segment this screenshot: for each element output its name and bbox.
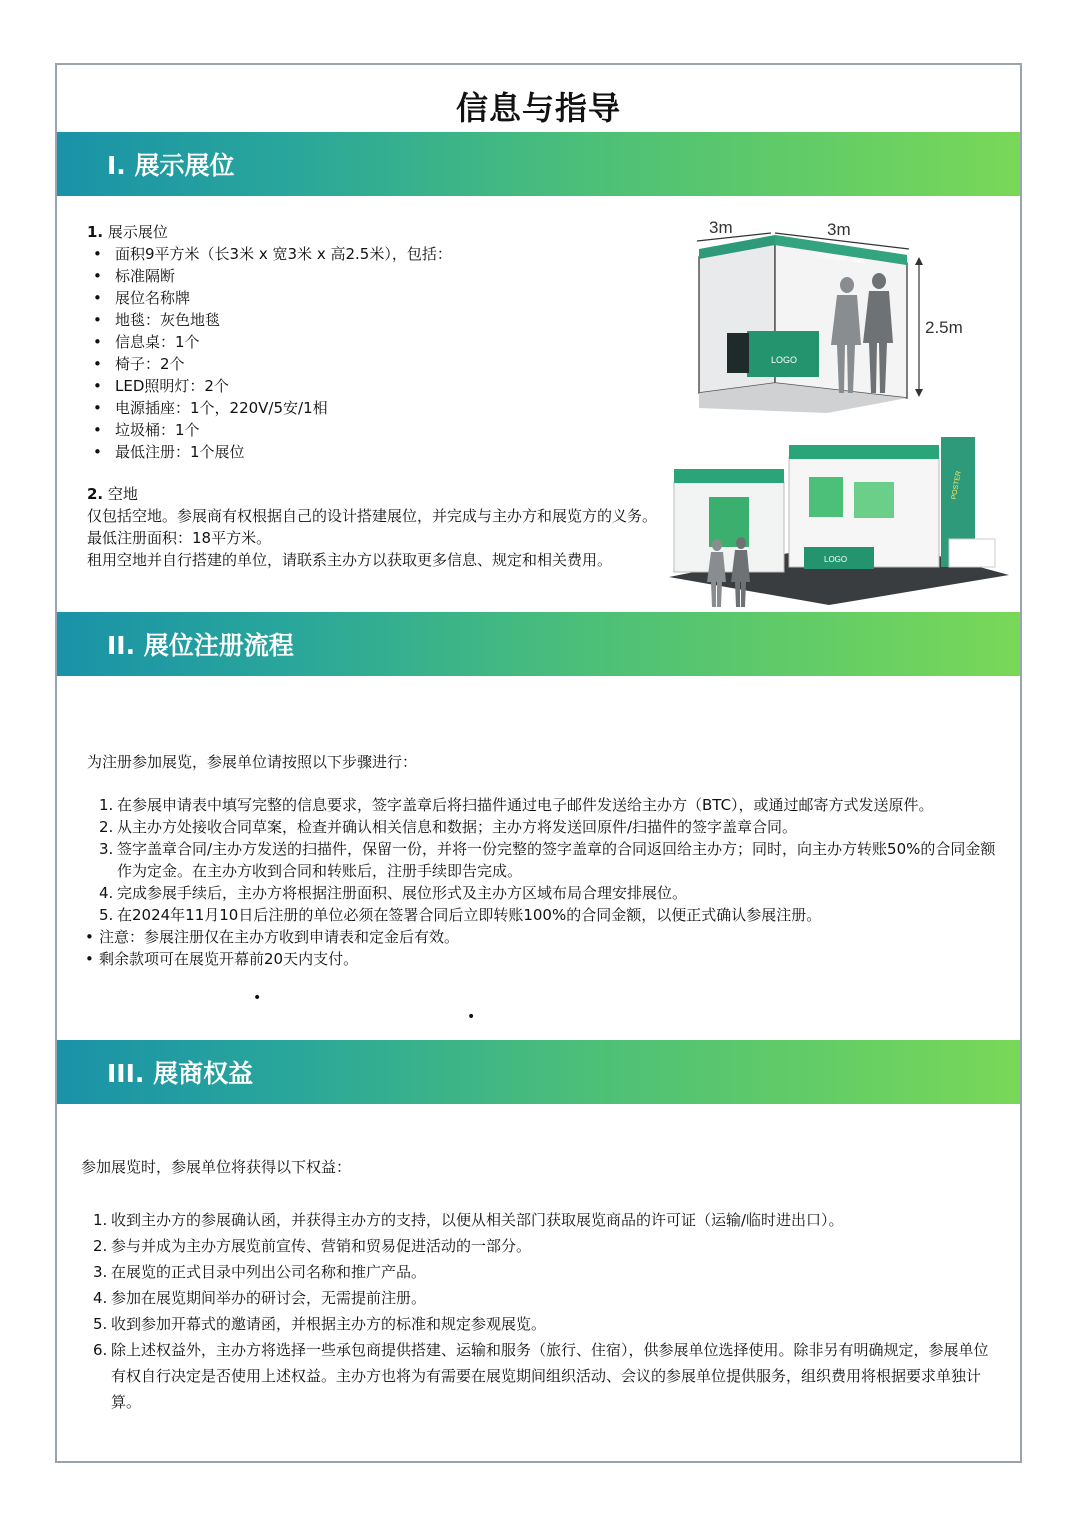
registration-steps [99, 794, 999, 970]
poster-sign: POSTER [950, 470, 963, 501]
space-description: 仅包括空地。参展商有权根据自己的设计搭建展位，并完成与主办方和展览方的义务。最低注册面积：18平方米。 [87, 507, 658, 547]
standard-booth-illustration [687, 213, 987, 413]
section-heading: I. 展示展位 [107, 151, 235, 180]
desk-logo: LOGO [771, 355, 798, 365]
list-item: • 面积9平方米（长3米 x 宽3米 x 高2.5米），包括： [87, 243, 657, 265]
list-item: • 电源插座：1个，220V/5安/1相 [87, 397, 657, 419]
registration-intro: 为注册参加展览，参展单位请按照以下步骤进行： [87, 753, 418, 771]
document-frame [55, 63, 1022, 1463]
list-item: • 标准隔断 [87, 265, 657, 287]
list-item: • LED照明灯：2个 [87, 375, 657, 397]
list-item: 3. 在展览的正式目录中列出公司名称和推广产品。 [93, 1263, 427, 1281]
section-heading: III. 展商权益 [107, 1059, 254, 1088]
list-item: • 垃圾桶：1个 [87, 419, 657, 441]
item-heading: 1. 展示展位 [87, 223, 168, 241]
benefits-intro: 参加展览时，参展单位将获得以下权益： [81, 1158, 352, 1176]
list-item: 5. 收到参加开幕式的邀请函，并根据主办方的标准和规定参观展览。 [93, 1315, 547, 1333]
item-heading: 2. 空地 [87, 485, 138, 503]
booth-width-label: 3m [709, 218, 733, 237]
list-item: • 展位名称牌 [87, 287, 657, 309]
note-item: • 剩余款项可在展览开幕前20天内支付。 [85, 948, 999, 970]
list-item: • 地毯：灰色地毯 [87, 309, 657, 331]
booth-spec-block [87, 221, 657, 571]
list-item: 1. 收到主办方的参展确认函，并获得主办方的支持，以便从相关部门获取展览商品的许可证（运输/临时进出口）。 [93, 1211, 844, 1229]
section-header-registration [57, 612, 1020, 676]
list-item: 5. 在2024年11月10日后注册的单位必须在签署合同后立即转账100%的合同金额，以便正式确认参展注册。 [99, 906, 822, 924]
list-item: 3. 签字盖章合同/主办方发送的扫描件，保留一份，并将一份完整的签字盖章的合同返回给主办方；同时，向主办方转账50%的合同金额作为定金。在主办方收到合同和转账后，注册手续即告完成。 [99, 840, 996, 880]
space-contact-note: 租用空地并自行搭建的单位，请联系主办方以获取更多信息、规定和相关费用。 [87, 551, 613, 569]
desk-logo: LOGO [824, 555, 848, 564]
benefits-list [93, 1207, 993, 1415]
list-item: 1. 在参展申请表中填写完整的信息要求，签字盖章后将扫描件通过电子邮件发送给主办方（BTC），或通过邮寄方式发送原件。 [99, 796, 934, 814]
list-item: • 最低注册：1个展位 [87, 441, 657, 463]
raw-space-booth-illustration [669, 427, 1014, 607]
section-header-booth [57, 132, 1020, 196]
booth-features-list [87, 243, 657, 463]
list-item: • 椅子：2个 [87, 353, 657, 375]
note-item: • 注意：参展注册仅在主办方收到申请表和定金后有效。 [85, 926, 999, 948]
section-header-benefits [57, 1040, 1020, 1104]
page-title: 信息与指导 [455, 89, 621, 127]
fascia-text: COMPANY NAME [816, 253, 866, 266]
list-item: 6. 除上述权益外，主办方将选择一些承包商提供搭建、运输和服务（旅行、住宿），供参展单位选择使用。除非另有明确规定，参展单位有权自行决定是否使用上述权益。主办方也将为有需要在展览期间组织活动、会议的参展单位提供服务，组织费用将根据要求单独计算。 [93, 1341, 989, 1411]
section-heading: II. 展位注册流程 [107, 631, 294, 660]
list-item: 4. 完成参展手续后，主办方将根据注册面积、展位形式及主办方区域布局合理安排展位。 [99, 884, 688, 902]
list-item: 2. 参与并成为主办方展览前宣传、营销和贸易促进活动的一部分。 [93, 1237, 532, 1255]
list-item: 2. 从主办方处接收合同草案，检查并确认相关信息和数据；主办方将发送回原件/扫描件的签字盖章合同。 [99, 818, 798, 836]
list-item: 4. 参加在展览期间举办的研讨会，无需提前注册。 [93, 1289, 427, 1307]
booth-depth-label: 3m [827, 220, 851, 239]
booth-height-label: 2.5m [925, 318, 963, 337]
stray-dot: • [253, 990, 262, 1006]
list-item: • 信息桌：1个 [87, 331, 657, 353]
stray-dot: • [467, 1009, 476, 1025]
